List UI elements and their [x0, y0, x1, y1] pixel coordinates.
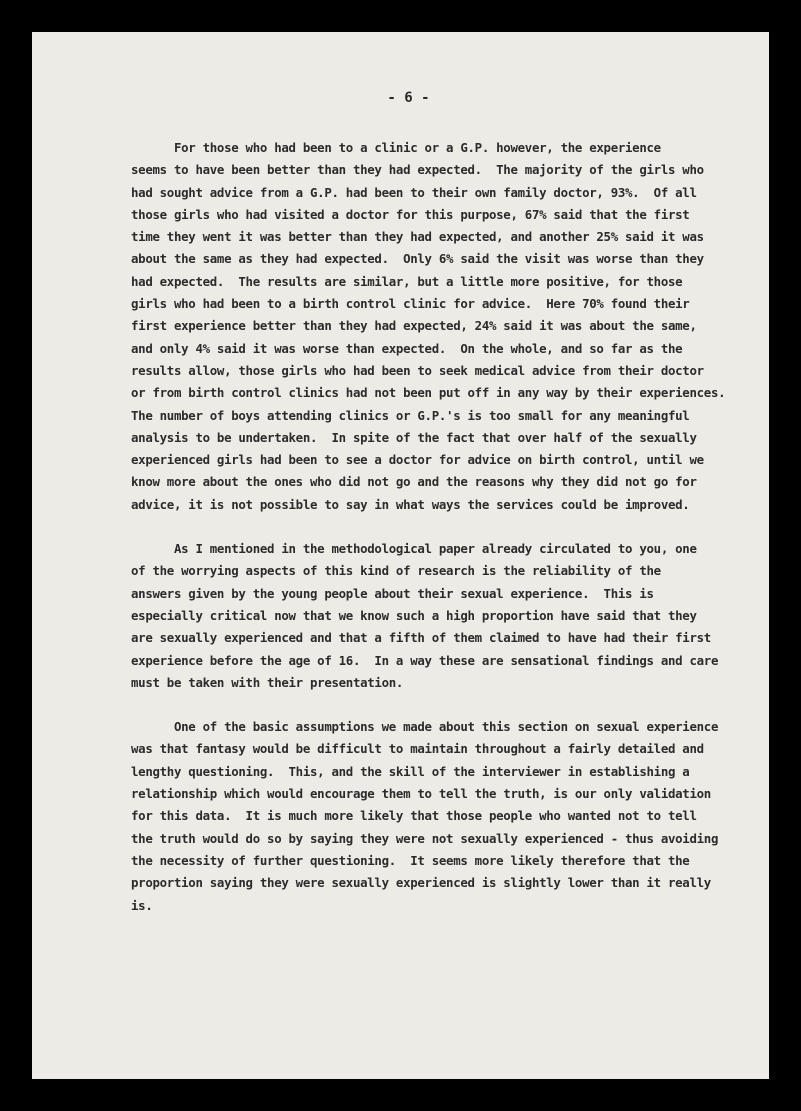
text-line: are sexually experienced and that a fifth of them claimed to have had their first: [131, 630, 711, 646]
text-line: had expected. The results are similar, but a little more positive, for those: [131, 273, 683, 289]
text-line: especially critical now that we know such a high proportion have said that they: [131, 607, 697, 623]
text-line: the truth would do so by saying they were not sexually experienced - thus avoiding: [131, 830, 719, 846]
text-line: proportion saying they were sexually experienced is slightly lower than it really: [131, 875, 711, 891]
text-line: those girls who had visited a doctor for this purpose, 67% said that the first: [131, 206, 690, 222]
document-body: [131, 137, 745, 917]
text-line: for this data. It is much more likely that those people who wanted not to tell: [131, 808, 697, 824]
text-line: analysis to be undertaken. In spite of the fact that over half of the sexually: [131, 429, 697, 445]
paragraph: [131, 716, 745, 917]
text-line: first experience better than they had expected, 24% said it was about the same,: [131, 318, 697, 334]
text-line: about the same as they had expected. Only 6% said the visit was worse than they: [131, 251, 704, 267]
text-line: One of the basic assumptions we made about this section on sexual experience: [131, 719, 719, 735]
text-line: know more about the ones who did not go and the reasons why they did not go for: [131, 474, 697, 490]
text-line: results allow, those girls who had been to seek medical advice from their doctor: [131, 362, 704, 378]
text-line: girls who had been to a birth control clinic for advice. Here 70% found their: [131, 296, 690, 312]
text-line: relationship which would encourage them to tell the truth, is our only validation: [131, 786, 711, 802]
text-line: The number of boys attending clinics or G.P.'s is too small for any meaningful: [131, 407, 690, 423]
text-line: lengthy questioning. This, and the skill of the interviewer in establishing a: [131, 763, 690, 779]
text-line: experienced girls had been to see a doctor for advice on birth control, until we: [131, 452, 704, 468]
text-line: was that fantasy would be difficult to maintain throughout a fairly detailed and: [131, 741, 704, 757]
text-line: seems to have been better than they had expected. The majority of the girls who: [131, 162, 704, 178]
text-line: experience before the age of 16. In a way these are sensational findings and care: [131, 652, 719, 668]
text-line: or from birth control clinics had not been put off in any way by their experiences.: [131, 385, 726, 401]
text-line: the necessity of further questioning. It seems more likely therefore that the: [131, 852, 690, 868]
paragraph: [131, 538, 745, 694]
text-line: had sought advice from a G.P. had been to their own family doctor, 93%. Of all: [131, 184, 697, 200]
document-page: [32, 32, 769, 1079]
text-line: advice, it is not possible to say in what ways the services could be improved.: [131, 496, 690, 512]
paragraph: [131, 137, 745, 516]
text-line: is.: [131, 897, 153, 913]
text-line: For those who had been to a clinic or a G.P. however, the experience: [131, 140, 661, 155]
text-line: As I mentioned in the methodological paper already circulated to you, one: [131, 541, 697, 557]
text-line: time they went it was better than they had expected, and another 25% said it was: [131, 229, 704, 245]
text-line: and only 4% said it was worse than expected. On the whole, and so far as the: [131, 340, 683, 356]
text-line: must be taken with their presentation.: [131, 674, 404, 690]
page-number: - 6 -: [387, 90, 430, 106]
text-line: of the worrying aspects of this kind of research is the reliability of the: [131, 563, 661, 579]
text-line: answers given by the young people about their sexual experience. This is: [131, 585, 654, 601]
